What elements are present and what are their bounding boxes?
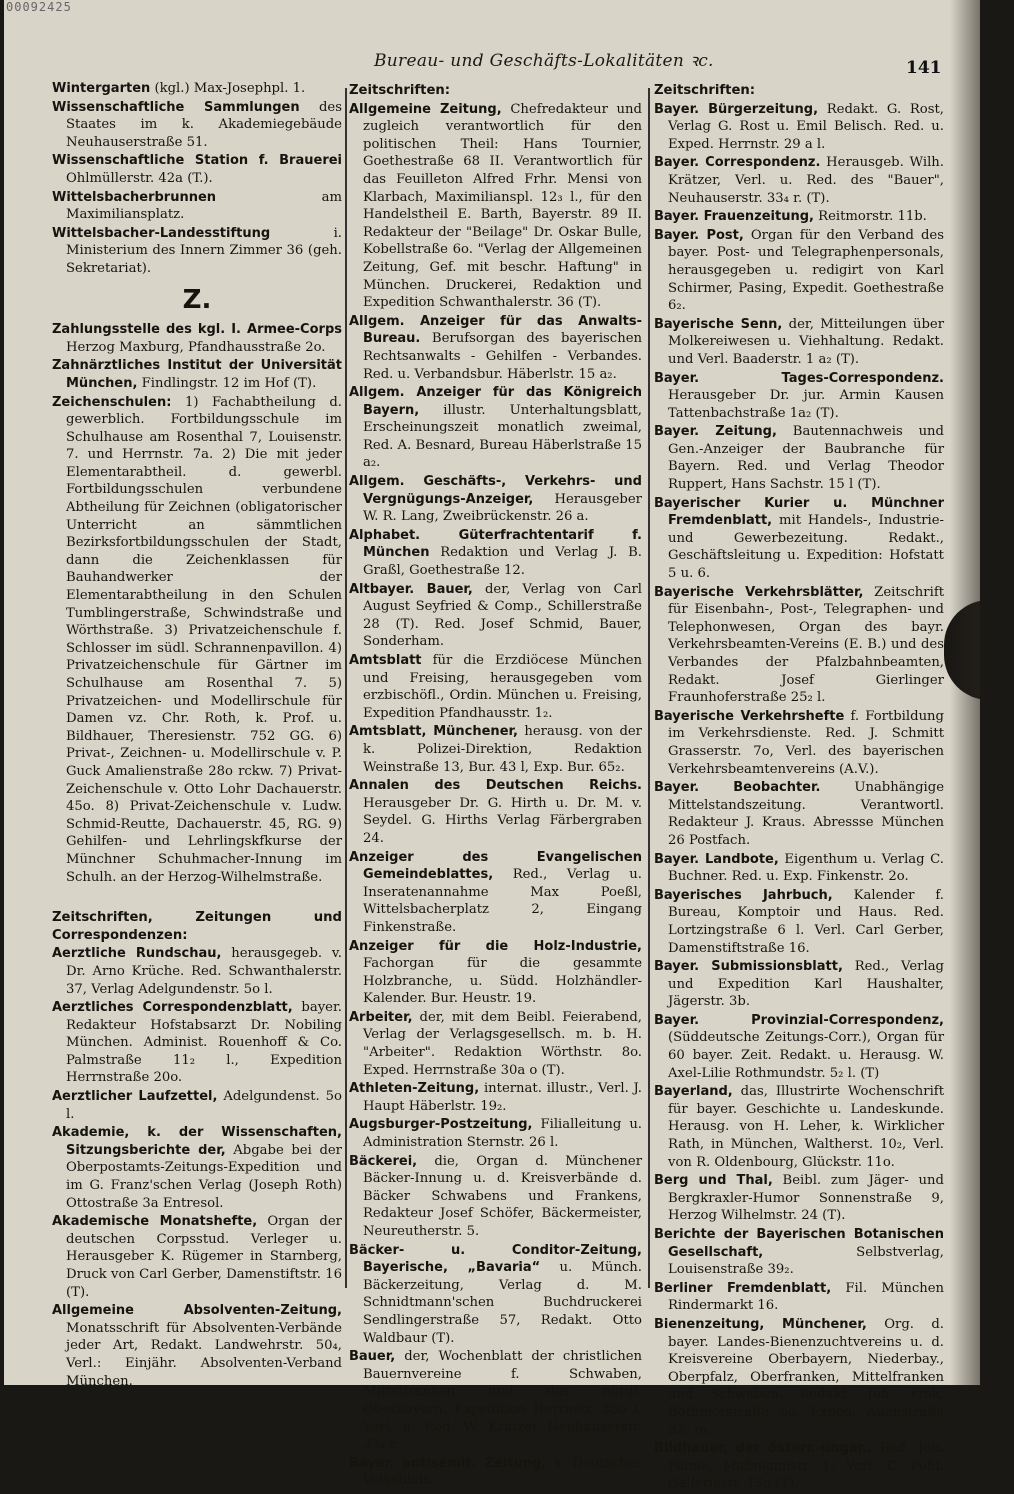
directory-entry [52,321,342,356]
entry-keyword: Zahlungsstelle des kgl. I. Armee-Corps [52,322,342,338]
entry-text: Adelgundenst. 5o l. [66,1089,342,1122]
entry-text: i. Ministerium des Innern Zimmer 36 (geh. Sekretariat). [66,225,342,276]
directory-entry [52,999,342,1087]
entry-keyword: Bayer. Provinzial-Correspondenz, [654,1012,944,1028]
entry-keyword: Bayerischer Kurier u. Münchner Fremdenblatt, [654,495,944,529]
entry-keyword: Athleten-Zeitung, [349,1081,480,1097]
directory-entry [349,1116,642,1151]
directory-entry [52,99,342,152]
column-rule [345,88,347,1288]
directory-entry [654,1226,944,1279]
directory-entry [52,189,342,224]
entry-keyword: Aerztliches Correspondenzblatt, [52,1000,293,1016]
entry-keyword: Alphabet. Güterfrachtentarif f. München [349,527,642,561]
entry-text: Beibl. zum Jäger- und Bergkraxler-Humor Sonnenstraße 9, Herzog Wilhelmstr. 24 (T). [668,1173,944,1224]
directory-entry [654,101,944,154]
entry-text: Eigenthum u. Verlag C. Buchner. Red. u. Exp. Finkenstr. 2o. [668,851,944,885]
directory-entry [349,849,642,937]
directory-entry [654,1280,944,1315]
entry-keyword: Aerztliche Rundschau, [52,946,222,962]
entry-text: u. Münch. Bäckerzeitung, Verlag d. M. Schnidtmann'schen Buchdruckerei Sendlingerstraße 57, Redakt. Otto Waldbaur (T). [363,1260,642,1346]
entry-keyword: Anzeiger für die Holz-Industrie, [349,938,642,954]
entry-text: die, Organ d. Münchener Bäcker-Innung u. d. Kreisverbände d. Bäcker Schwabens und Frankens, Redakteur Josef Schöfer, Bäckermeister, Neureutherstr. 5. [363,1153,642,1239]
entry-text: Findlingstr. 12 im Hof (T). [137,375,317,391]
entry-text: Organ der deutschen Corpsstud. Verleger u. Herausgeber K. Rügemer in Starnberg, Druck von Carl Gerber, Damenstiftstr. 16 (T). [66,1214,342,1300]
column-3 [654,80,944,1494]
directory-entry [349,1348,642,1454]
entry-text: s. Deutsches Volksblatt. [363,1455,642,1489]
entry-keyword: Augsburger-Postzeitung, [349,1117,533,1133]
directory-entry [349,1080,642,1115]
page-edge-shadow [950,0,980,1385]
directory-entry [654,958,944,1011]
entry-text: Abgabe bei der Oberpostamts-Zeitungs-Expedition und im G. Franz'schen Verlag (Joseph Roth) Ottostraße 3a Entresol. [66,1142,342,1211]
entry-text: Bautennachweis und Gen.-Anzeiger der Baubranche für Bayern. Red. und Verlag Theodor Ruppert, Hans Sachstr. 15 l (T). [668,424,944,493]
directory-entry [654,154,944,207]
entry-keyword: Bayerland, [654,1084,733,1100]
entry-keyword: Bayer. Tages-Correspondenz. [654,370,944,386]
entry-text: (kgl.) Max-Josephpl. 1. [150,81,306,96]
entry-keyword: Wittelsbacherbrunnen [52,189,217,205]
entry-keyword: Wissenschaftliche Sammlungen [52,99,300,115]
entry-keyword: Arbeiter, [349,1009,413,1025]
entry-text: Chefredakteur und zugleich verantwortlich für den politischen Theil: Hans Tournier, Goethestraße 68 II. Verantwortlich für das Feuilleton Alfred Frhr. Mensi von Klarbach, Maximilianspl. 12₃ l., für den Handelstheil E. Barth, Bayerstr. 89 II. Redakteur der "Beilage" Dr. Oskar Bulle, Kobellstraße 6o. "Verlag der Allgemeinen Zeitung, Gef. mit beschr. Haftung" in München. Druckerei, Redaktion und Expedition Schwanthalerstr. 36 (T). [363,101,642,311]
entry-text: Herzog Maxburg, Pfandhausstraße 2o. [66,339,326,355]
directory-entry [654,887,944,957]
entry-keyword: Bildhauer, der österr.-ungar., [654,1441,873,1457]
entry-keyword: Wittelsbacher-Landesstiftung [52,225,271,241]
entry-keyword: Bayerische Verkehrshefte [654,708,845,724]
entry-text: Red. Joh. Palme, Maßmannstr. 1₂ Verl. C. Pohl. Galleriestr. 13o (T). [668,1441,944,1492]
entry-text: bayer. Redakteur Hofstabsarzt Dr. Nobiling München. Administ. Rouenhoff & Co. Palmstraße 11₂ l., Expedition Herrnstraße 20o. [66,1000,342,1086]
directory-entry [654,1316,944,1439]
directory-entry [349,1153,642,1241]
directory-entry [654,779,944,849]
entry-text: Herausgeber Dr. G. Hirth u. Dr. M. v. Seydel. G. Hirths Verlag Färbergraben 24. [363,795,642,846]
entry-keyword: Bäcker- u. Conditor-Zeitung, Bayerische, „Bavaria“ [349,1242,642,1276]
directory-entry [349,1009,642,1079]
entry-text: Berufsorgan des bayerischen Rechtsanwalts - Gehilfen - Verbandes. Red. u. Verbandsbur. Häberlstr. 15 a₂. [363,331,642,382]
entry-keyword: Berliner Fremdenblatt, [654,1280,832,1296]
entry-text: Zeitschrift für Eisenbahn-, Post-, Telegraphen- und Telephonwesen, Organ des bayr. Verkehrsbeamten-Vereins (E. B.) und des Verbandes der Pfalzbahnbeamten, Redakt. Josef Gierlinger Fraunhoferstraße 25₂ l. [668,584,945,706]
entry-text: der, mit dem Beibl. Feierabend, Verlag der Verlagsgesellsch. m. b. H. "Arbeiter". Redaktion Wörthstr. 8o. Exped. Herrnstraße 30a o (T). [363,1009,642,1078]
directory-entry [654,708,944,778]
directory-entry [349,723,642,776]
entry-text: illustr. Unterhaltungsblatt, Erscheinungszeit monatlich zweimal, Red. A. Besnard, Bureau Häberlstraße 15 a₂. [363,402,643,471]
entry-keyword: Aerztlicher Laufzettel, [52,1089,218,1105]
entry-text: des Staates im k. Akademiegebäude Neuhauserstraße 51. [66,99,342,150]
directory-entry [654,584,944,707]
column-rule [648,88,650,1288]
directory-entry [52,225,342,278]
directory-entry [52,1213,342,1301]
entry-keyword: Akademische Monatshefte, [52,1214,258,1230]
entry-text: der, Verlag von Carl August Seyfried & Comp., Schillerstraße 28 (T). Red. Josef Schmid, Bauer, Sonderham. [363,581,642,650]
entry-text: mit Handels-, Industrie- und Gewerbezeitung. Redakt., Geschäftsleitung u. Expedition: Hofstatt 5 u. 6. [668,513,944,582]
entry-text: Redakt. G. Rost, Verlag G. Rost u. Emil Belisch. Red. u. Exped. Herrnstr. 29 a l. [668,101,944,152]
directory-entry [349,652,642,722]
directory-entry [654,1012,944,1082]
directory-entry [654,1172,944,1225]
entry-keyword: Allgem. Geschäfts-, Verkehrs- und Vergnügungs-Anzeiger, [349,474,642,507]
entry-text: Kalender f. Bureau, Komptoir und Haus. Red. Lortzingstraße 6 l. Verl. Carl Gerber, Damenstiftstraße 16. [668,887,944,956]
entry-text: Fil. München Rindermarkt 16. [668,1280,944,1314]
entry-text: Unabhängige Mittelstandszeitung. Verantwortl. Redakteur J. Kraus. Abressse München 26 Postfach. [668,780,944,848]
entry-text: Organ für den Verband des bayer. Post- und Telegraphenpersonals, herausgegeben u. redigirt von Karl Schirmer, Pasing, Expedit. Goethestraße 6₂. [668,227,944,314]
entry-keyword: Bayer. Frauenzeitung, [654,209,814,225]
entry-text: Herausgeber W. R. Lang, Zweibrückenstr. 26 a. [363,491,642,525]
entry-keyword: Bayer. Zeitung, [654,424,777,440]
entry-text: Herausgeber Dr. jur. Armin Kausen Tattenbachstraße 1a₂ (T). [668,388,944,421]
directory-entry [52,1088,342,1123]
entry-keyword: Allgem. Anzeiger für das Anwalts-Bureau. [349,313,642,347]
entry-keyword: Zahnärztliches Institut der Universität München, [52,358,342,391]
entry-keyword: Altbayer. Bauer, [349,581,473,597]
entry-text: Reitmorstr. 11b. [813,209,927,225]
entry-text: Org. d. bayer. Landes-Bienenzuchtvereins u. d. Kreisvereine Oberbayern, Niederbay., Oberpfalz, Oberfranken, Mittelfranken und Schwaben. Redakt. Joh. Fink, Bothmerstraße 5o. Exped. Auenstraße 32₂ m. [668,1316,944,1438]
directory-entry [52,394,342,887]
scan-id: 00092425 [6,0,72,14]
entry-text: Redaktion und Verlag J. B. Graßl, Goethestraße 12. [363,545,642,579]
directory-entry [349,313,642,383]
entry-keyword: Bayer. Correspondenz. [654,155,821,171]
directory-entry [349,581,642,651]
section-heading: Zeitschriften: [654,83,756,98]
directory-entry [349,938,642,1008]
entry-text: Selbstverlag, Louisenstraße 39₂. [668,1244,944,1278]
directory-entry [654,1440,944,1493]
directory-entry [349,1455,642,1490]
entry-keyword: Bienenzeitung, Münchener, [654,1316,867,1332]
spacer [52,887,342,907]
entry-text: der, Mitteilungen über Molkereiwesen u. Viehhaltung. Redakt. und Verl. Baaderstr. 1 a₂ (T). [668,316,944,367]
directory-entry [349,384,642,472]
entry-keyword: Bayer. Post, [654,227,744,243]
entry-keyword: Bauer, [349,1349,396,1365]
entry-keyword: Amtsblatt, Münchener, [349,724,518,740]
entry-text: (Süddeutsche Zeitungs-Corr.), Organ für 60 bayer. Zeit. Redakt. u. Herausg. W. Axel-Lilie Rothmundstr. 5₂ l. (T) [668,1030,944,1081]
entry-keyword: Bayerische Verkehrsblätter, [654,584,864,600]
entry-keyword: Wissenschaftliche Station f. Brauerei [52,153,342,169]
entry-text: Herausgeb. Wilh. Krätzer, Verl. u. Red. des "Bauer", Neuhauserstr. 33₄ r. (T). [668,155,944,206]
entry-keyword: Bayer. Landbote, [654,851,779,867]
directory-entry [349,777,642,847]
entry-keyword: Berg und Thal, [654,1173,773,1189]
directory-entry [654,208,944,226]
entry-keyword: Allgemeine Absolventen-Zeitung, [52,1303,342,1319]
entry-text: Red., Verlag u. Inseratenannahme Max Poeßl, Wittelsbacherplatz 2, Eingang Finkenstraße. [363,867,642,935]
entry-text: Filialleitung u. Administration Sternstr. 26 l. [363,1117,642,1151]
entry-text: am Maximiliansplatz. [66,189,342,223]
directory-entry [654,495,944,583]
entry-keyword: Bäckerei, [349,1153,418,1169]
directory-entry [654,423,944,493]
letter-heading: Z. [182,284,212,315]
directory-entry [349,473,642,526]
directory-entry [654,851,944,886]
entry-keyword: Anzeiger des Evangelischen Gemeindeblattes, [349,849,642,883]
entry-text: Ohlmüllerstr. 42a (T.). [66,170,213,186]
running-header: Bureau- und Geschäfts-Lokalitäten ꝛc. [374,51,714,71]
entry-keyword: Allgemeine Zeitung, [349,101,502,117]
entry-keyword: Allgem. Anzeiger für das Königreich Bayern, [349,385,642,418]
entry-text: f. Fortbildung im Verkehrsdienste. Red. J. Schmitt Grasserstr. 7o, Verl. des bayerischen Verkehrsbeamtenvereins (A.V.). [668,708,944,777]
entry-text: der, Wochenblatt der christlichen Bauernvereine f. Schwaben, Mittelfranken und das nördl. Oberbayern. Expedition Herrnstr. 33o l. Verl. u. Red. W. Krätzer Neuhauserstr. 33₄ r. [363,1349,642,1453]
entry-text: Fachorgan für die gesammte Holzbranche, u. Südd. Holzhändler-Kalender. Bur. Heustr. 19. [363,956,642,1007]
entry-keyword: Wintergarten [52,81,151,96]
section-heading: Zeitschriften: [349,83,451,98]
directory-entry [654,370,944,423]
column-1 [52,80,342,1391]
directory-entry [52,1302,342,1390]
entry-keyword: Akademie, k. der Wissenschaften, Sitzungsberichte der, [52,1125,342,1158]
directory-entry [654,227,944,315]
entry-keyword: Berichte der Bayerischen Botanischen Gesellschaft, [654,1227,944,1260]
document-page [4,0,980,1492]
section-heading: Zeitschriften, Zeitungen und Correspondenzen: [52,910,342,943]
entry-keyword: Zeichenschulen: [52,394,172,410]
entry-text: Monatsschrift für Absolventen-Verbände jeder Art, Redakt. Landwehrstr. 50₄, Verl.: Einjähr. Absolventen-Verband München. [66,1320,342,1389]
directory-entry [654,316,944,369]
entry-keyword: Annalen des Deutschen Reichs. [349,778,642,794]
entry-keyword: Amtsblatt [349,653,422,668]
page-number: 141 [906,58,942,78]
entry-text: für die Erzdiöcese München und Freising, herausgegeben vom erzbischöfl., Ordin. München u. Freising, Expedition Pfandhausstr. 1₂. [363,653,642,721]
entry-text: herausg. von der k. Polizei-Direktion, Redaktion Weinstraße 13, Bur. 43 l, Exp. Bur. 65₂. [363,724,642,775]
entry-text: internat. illustr., Verl. J. Haupt Häberlstr. 19₂. [363,1081,642,1114]
entry-text: herausgegeb. v. Dr. Arno Krüche. Red. Schwanthalerstr. 37, Verlag Adelgundenstr. 5o l. [66,946,343,997]
entry-keyword: Bayer. Beobachter. [654,780,821,796]
directory-entry [52,1124,342,1212]
column-2 [349,80,642,1491]
directory-entry [349,101,642,312]
entry-text: Red., Verlag und Expedition Karl Haushalter, Jägerstr. 3b. [668,959,944,1010]
entry-keyword: Bayer. Bürgerzeitung, [654,101,819,117]
entry-keyword: Bayerische Senn, [654,316,783,332]
directory-entry [654,1083,944,1171]
directory-entry [349,527,642,580]
entry-text: 1) Fachabtheilung d. gewerblich. Fortbildungsschule im Schulhause am Rosenthal 7, Louisenstr. 7. und Herrnstr. 7a. 2) Die mit jeder Elementarabtheil. d. gewerbl. Fortbildungsschulen verbundene Abtheilung für Zeichnen (obligatorischer Unterricht an sämmtlichen Bezirksfortbildungsschulen der Stadt, dann die Zeichenklassen für Bauhandwerker der Elementarabtheilung in den Schulen Tumblingerstraße, Schwindstraße und Wörthstraße. 3) Privatzeichenschule f. Schlosser im südl. Schrannenpavillon. 4) Privatzeichenschule für Gärtner im Schulhause am Rosenthal 7. 5) Privatzeichen- und Modellirschule für Damen vz. Chr. Roth, k. Prof. u. Bildhauer, Theresienstr. 752 GG. 6) Privat-, Zeichnen- u. Modellirschule v. P. Guck Amalienstraße 28o rckw. 7) Privat-Zeichenschule v. Otto Lohr Dachauerstr. 45o. 8) Privat-Zeichenschule v. Ludw. Schmid-Reutte, Dachauerstr. 45, RG. 9) Gehilfen- und Lehrlingskfkurse der Münchner Schuhmacher-Innung im Schulh. an der Herzog-Wilhelmstraße. [66,394,342,885]
directory-entry [349,1242,642,1348]
entry-keyword: Bayerisches Jahrbuch, [654,887,833,903]
directory-entry [52,152,342,187]
entry-keyword: Bayer. antisemit. Zeitung, [349,1455,547,1471]
entry-keyword: Bayer. Submissionsblatt, [654,959,843,975]
directory-entry [52,945,342,998]
directory-entry [52,80,342,98]
directory-entry [52,357,342,392]
entry-text: das, Illustrirte Wochenschrift für bayer. Geschichte u. Landeskunde. Herausg. von H. Leher, k. Wirklicher Rath, in München, Waltherst. 10₂, Verl. von R. Oldenbourg, Glückstr. 11o. [668,1084,944,1170]
